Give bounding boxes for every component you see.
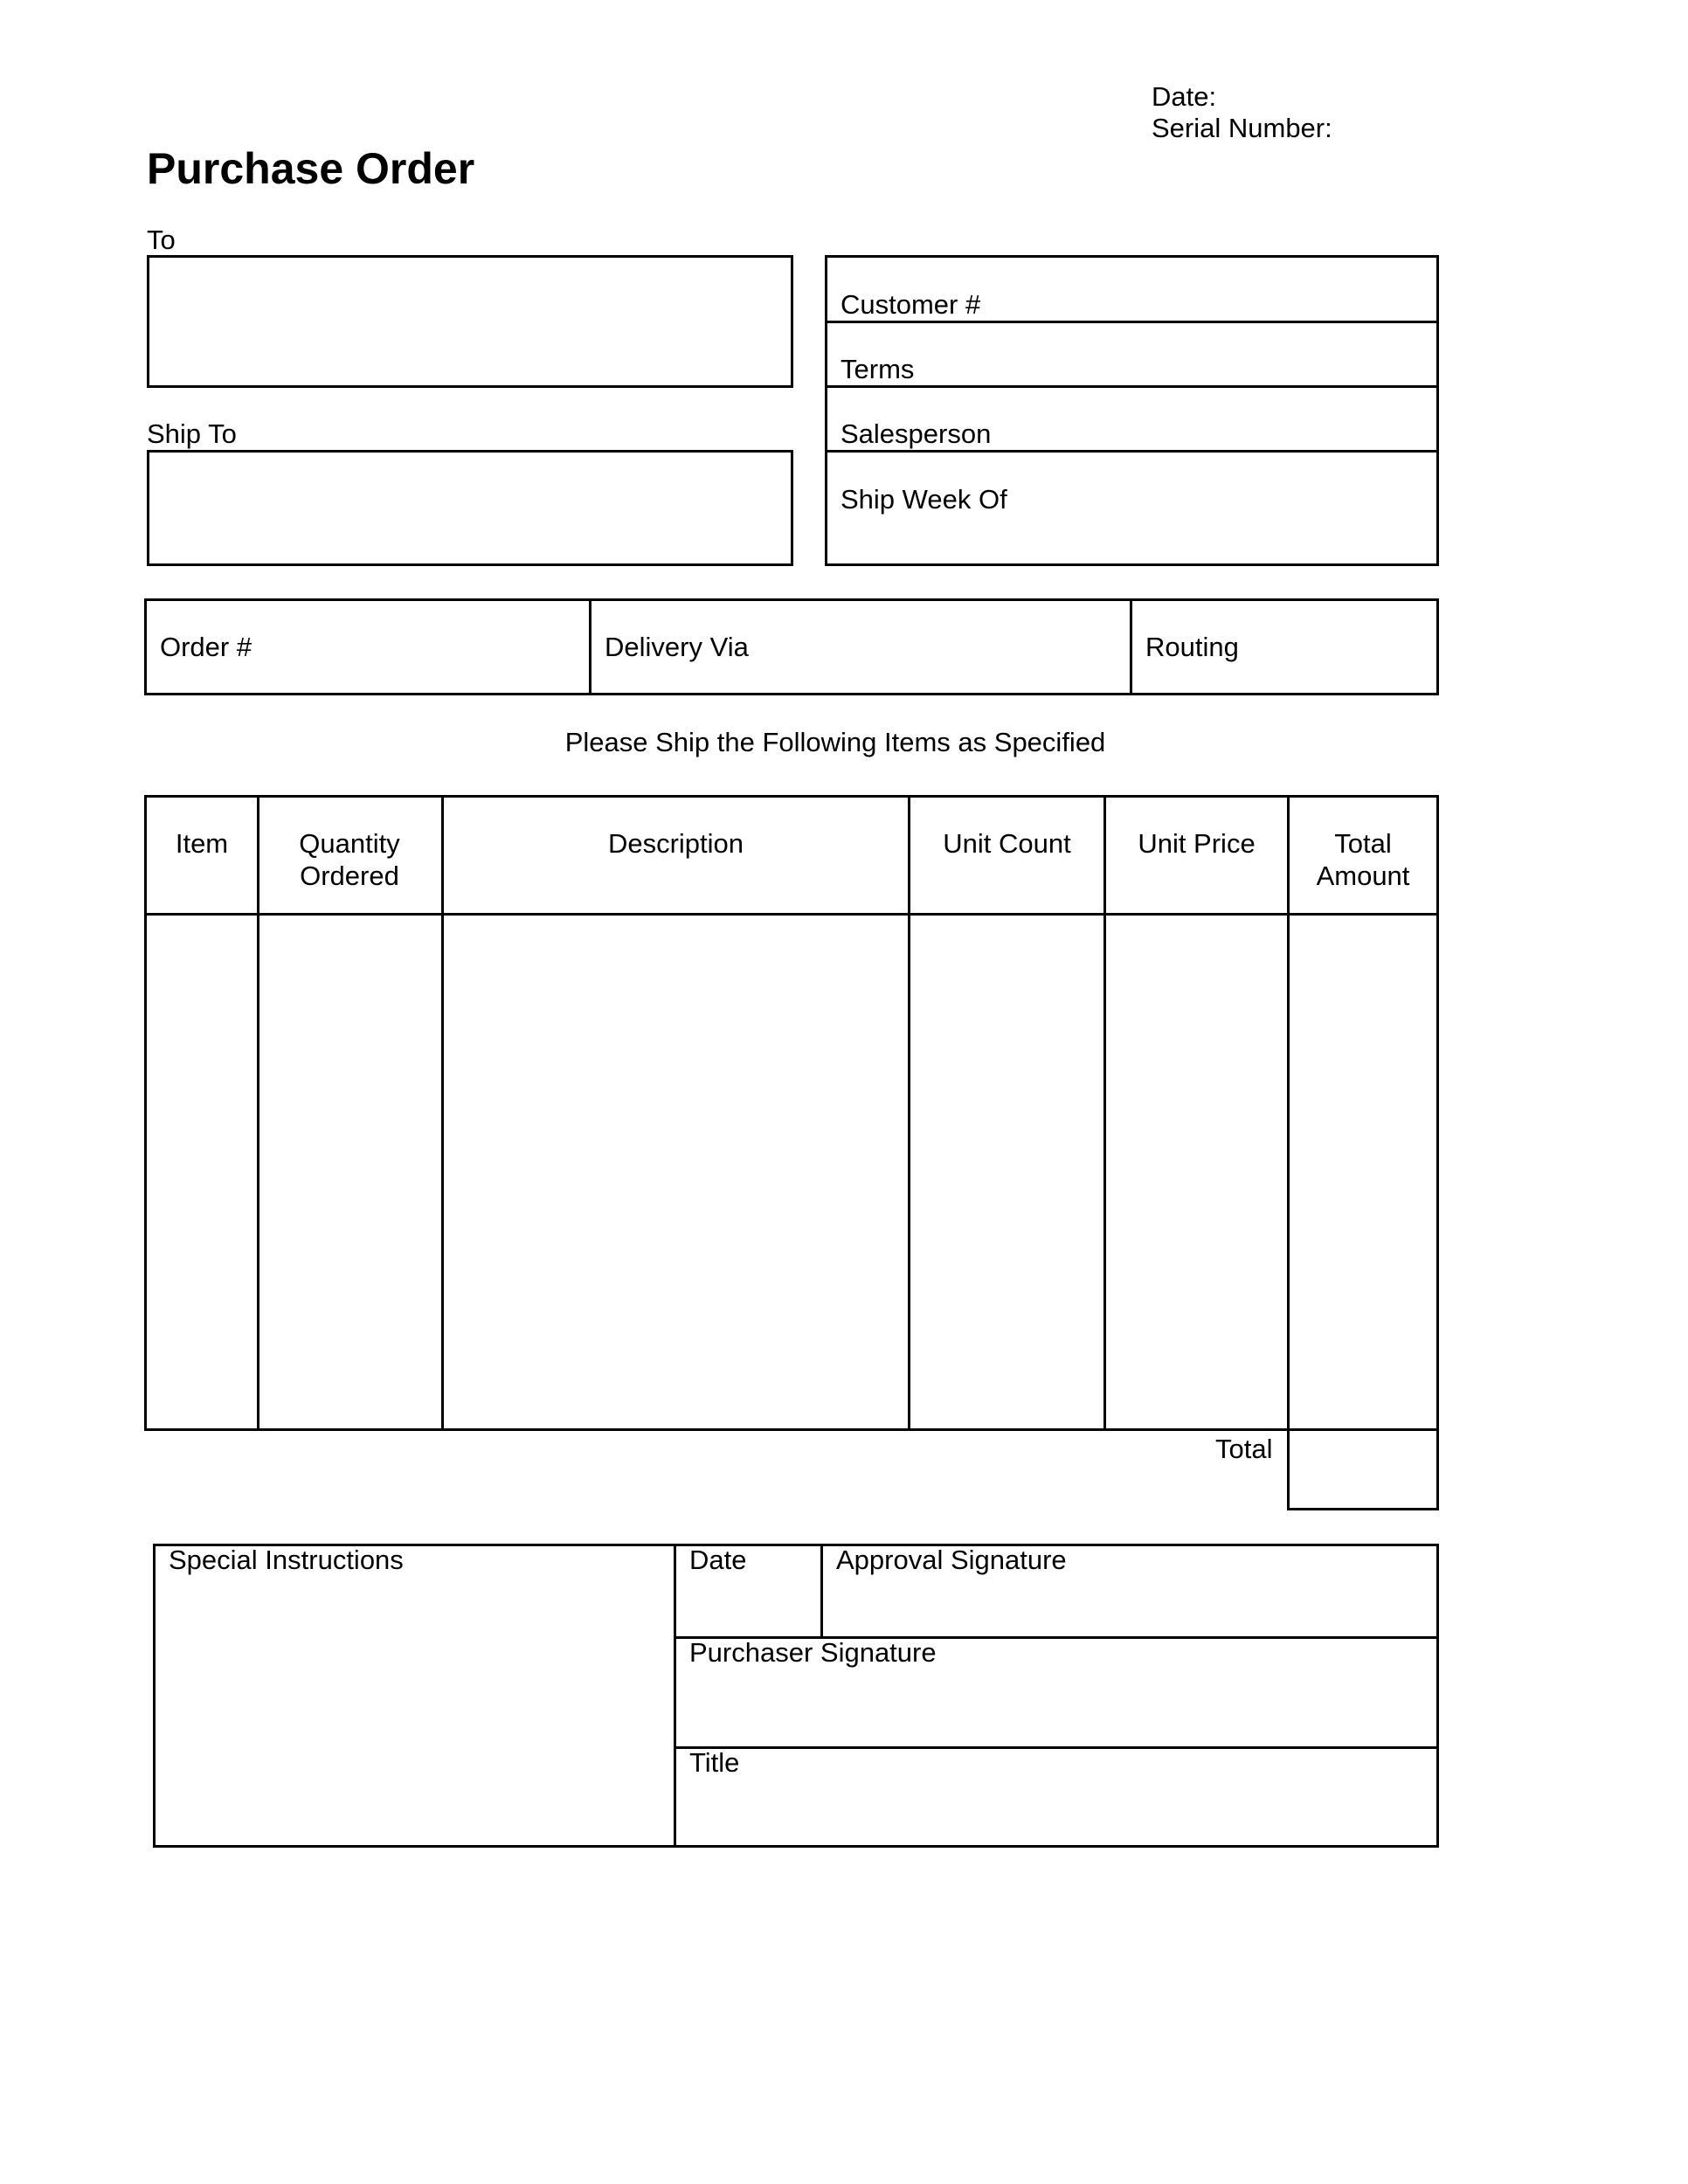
terms-field[interactable] xyxy=(827,323,1436,385)
date-label: Date: xyxy=(1152,81,1217,112)
routing-label: Routing xyxy=(1145,632,1239,662)
special-instructions-field[interactable] xyxy=(156,1546,674,1845)
total-amount-column-cells[interactable] xyxy=(1290,916,1436,1428)
column-header-quantity: Quantity Ordered xyxy=(299,828,400,892)
to-address-field[interactable] xyxy=(147,255,793,388)
to-label: To xyxy=(147,225,176,255)
order-number-label: Order # xyxy=(160,632,253,662)
total-field[interactable] xyxy=(1287,1428,1439,1510)
purchaser-signature-label: Purchaser Signature xyxy=(689,1637,937,1668)
column-header-item: Item xyxy=(175,828,229,859)
quantity-column-cells[interactable] xyxy=(259,916,441,1428)
title-field[interactable] xyxy=(676,1749,1436,1845)
column-header-unit-count: Unit Count xyxy=(943,828,1071,859)
delivery-via-label: Delivery Via xyxy=(605,632,749,662)
terms-label: Terms xyxy=(841,354,915,384)
page-title: Purchase Order xyxy=(147,144,475,193)
column-header-description: Description xyxy=(607,828,744,859)
customer-number-label: Customer # xyxy=(841,289,981,320)
serial-number-label: Serial Number: xyxy=(1152,113,1332,143)
column-header-total-amount: Total Amount xyxy=(1316,828,1410,892)
title-label: Title xyxy=(689,1747,740,1778)
ship-instruction-text: Please Ship the Following Items as Specified xyxy=(564,727,1106,757)
ship-to-label: Ship To xyxy=(147,418,237,449)
salesperson-label: Salesperson xyxy=(841,418,992,449)
approval-signature-label: Approval Signature xyxy=(836,1545,1067,1575)
item-column-cells[interactable] xyxy=(147,916,257,1428)
unit-price-column-cells[interactable] xyxy=(1106,916,1287,1428)
ship-week-label: Ship Week Of xyxy=(841,484,1007,515)
column-header-unit-price: Unit Price xyxy=(1138,828,1256,859)
special-instructions-label: Special Instructions xyxy=(169,1545,404,1575)
total-label: Total xyxy=(1215,1434,1273,1464)
unit-count-column-cells[interactable] xyxy=(910,916,1103,1428)
approval-date-label: Date xyxy=(689,1545,747,1575)
description-column-cells[interactable] xyxy=(444,916,908,1428)
ship-to-address-field[interactable] xyxy=(147,450,793,566)
